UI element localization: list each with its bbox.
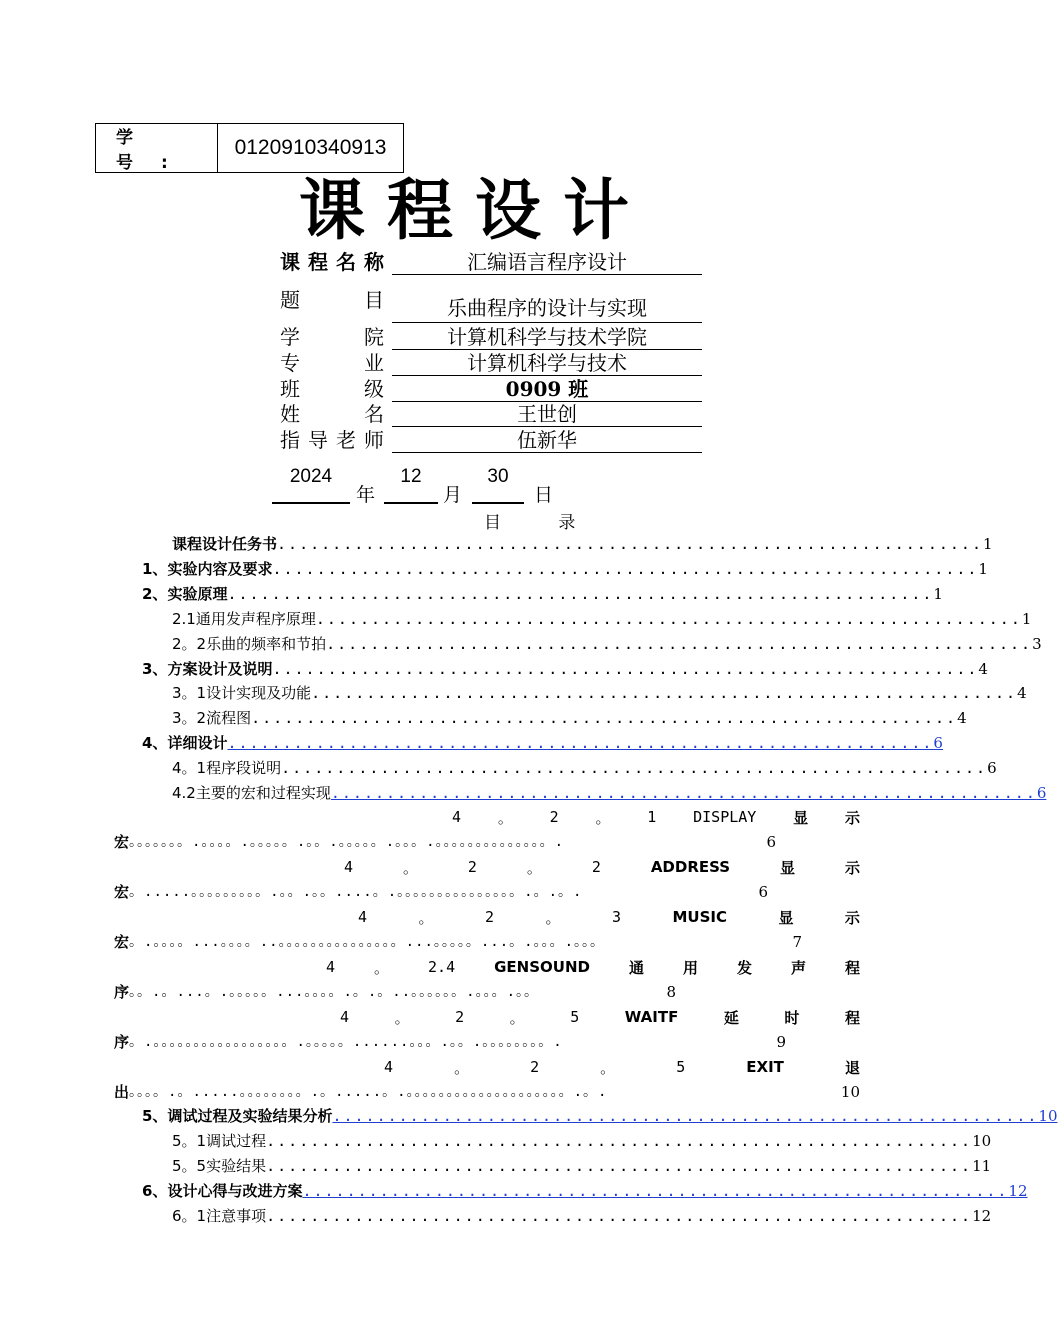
toc-page: 1 [982,535,993,553]
toc-page: 1 [1021,610,1032,628]
info-row-name [280,401,702,427]
toc-entry[interactable]: 5。5 实验结果 ................................................................ 11 [172,1154,776,1178]
info-key: 班 级 [280,377,384,401]
toc-page: 12 [972,1207,992,1225]
toc-page: 3 [1032,635,1042,653]
toc-title: 实验原理 [167,585,228,603]
toc-entry[interactable]: 1、 实验内容及要求 ................................................................ 1 [142,557,776,581]
toc-title: 流程图 [206,709,252,727]
date-month-unit: 月 [443,484,463,506]
toc-page: 10 [972,1132,992,1150]
date-month: 12 [400,466,422,487]
date-day-unit: 日 [534,484,554,506]
toc-heading: 目 录 [484,513,602,533]
student-id-value: 0120910340913 [234,136,387,159]
info-row-major [280,350,702,376]
info-value: 计算机科学与技术学院 [447,325,647,349]
toc-entry-link[interactable]: 5、 调试过程及实验结果分析 ................................................................ 10 [142,1104,776,1128]
toc-page: 6 [987,759,997,777]
toc-title: 调试过程及实验结果分析 [167,1107,333,1125]
toc-wrapped-line[interactable]: 出 。。。。.。.....。。。。。。。。.。.....。.。。。。。。。。。。。。。。。。。。。。.。. 10 [114,1083,860,1101]
toc-page: 6 [933,734,943,752]
info-value: 计算机科学与技术 [467,351,627,375]
toc-title: 注意事项 [206,1207,267,1225]
info-row-college [280,324,702,350]
toc-page: 1 [933,585,943,603]
toc-wrapped-line[interactable]: 4 。 2 。 1 DISPLAY 显 示 [452,808,860,827]
date-year: 2024 [289,466,333,487]
date-day: 30 [487,466,509,487]
toc-wrapped-line[interactable]: 4 。 2.4 GENSOUND 通 用 发 声 程 [326,958,860,977]
info-key: 题 目 [280,288,384,312]
toc-wrapped-line[interactable]: 4 。 2 。 5 EXIT 退 [384,1058,860,1077]
toc-page: 12 [1008,1182,1028,1200]
toc-page: 4 [957,709,967,727]
toc-entry[interactable]: 4。1 程序段说明 ................................................................ 6 [172,756,776,780]
toc-page: 4 [978,660,988,678]
toc-title: 通用发声程序原理 [195,610,316,628]
toc-wrapped-line[interactable]: 序 。.。。。。。。。。。。。。。。。。。.。。。。。......。。。.。。.。。。。。。。。. 9 [114,1033,786,1051]
toc-title: 实验结果 [206,1157,267,1175]
info-key: 课程名称 [280,250,384,274]
toc-title: 课程设计任务书 [172,535,278,553]
info-row-course [280,249,702,275]
toc-title: 设计心得与改进方案 [167,1182,303,1200]
toc-entry-link[interactable]: 4.2 主要的宏和过程实现 ................................................................ 6 [172,781,776,805]
info-key: 专 业 [280,351,384,375]
toc-title: 主要的宏和过程实现 [195,784,331,802]
date-year-unit: 年 [356,484,376,506]
info-value: 汇编语言程序设计 [467,250,627,274]
info-row-topic [280,287,702,323]
page-title: 课程设计 [299,171,651,249]
toc-title: 实验内容及要求 [167,560,273,578]
toc-page: 1 [978,560,988,578]
toc-wrapped-line[interactable]: 宏 。.。。。。...。。。。..。。。。。。。。。。。。。。。...。。。。。...。.。。。.。。。 7 [114,933,802,951]
toc-page: 4 [1017,684,1027,702]
toc-page: 6 [1036,784,1047,802]
toc-wrapped-line[interactable]: 序 。。.。...。.。。。。。...。。。。.。.。..。。。。。。.。。。.。。 8 [114,983,676,1001]
info-value: 伍新华 [517,428,577,452]
info-key: 姓 名 [280,402,384,426]
toc-wrapped-line[interactable]: 宏 。。。。。。。.。。。。.。。。。。.。。.。。。。。.。。。.。。。。。。。。。。。。。。. 6 [114,833,776,851]
toc-wrapped-line[interactable]: 4 。 2 。 2 ADDRESS 显 示 [344,858,860,877]
toc-wrapped-line[interactable]: 4 。 2 。 5 WAITF 延 时 程 [340,1008,860,1027]
toc-entry-link[interactable]: 6、 设计心得与改进方案 ................................................................ 12 [142,1179,776,1203]
toc-title: 方案设计及说明 [167,660,273,678]
toc-entry[interactable]: 6。1 注意事项 ................................................................ 12 [172,1204,776,1228]
toc-entry[interactable]: 2.1 通用发声程序原理 ................................................................ 1 [172,607,776,631]
info-key: 学 院 [280,325,384,349]
toc-entry[interactable]: 5。1 调试过程 ................................................................ 10 [172,1129,776,1153]
toc-wrapped-line[interactable]: 4 。 2 。 3 MUSIC 显 示 [358,908,860,927]
toc-title: 设计实现及功能 [206,684,312,702]
info-row-class [280,376,702,402]
student-id-label: 学 号: [96,124,218,172]
info-key: 指导老师 [280,428,384,452]
toc-title: 乐曲的频率和节拍 [206,635,327,653]
toc-page: 10 [1038,1107,1058,1125]
info-row-advisor [280,427,702,453]
info-value: 乐曲程序的设计与实现 [447,296,647,320]
toc-title: 详细设计 [167,734,228,752]
toc-entry-link[interactable]: 4、 详细设计 ................................................................ 6 [142,731,776,755]
info-value: 0909 班 [505,377,589,401]
toc-entry[interactable]: 2。2 乐曲的频率和节拍 ................................................................ 3 [172,632,776,656]
toc-entry[interactable]: 3。1 设计实现及功能 ................................................................ 4 [172,681,776,705]
toc-page: 11 [972,1157,992,1175]
student-id-box [95,123,404,173]
toc-wrapped-line[interactable]: 宏 。.....。。。。。。。。。.。。.。。....。.。。。。。。。。。。。。。。。.。.。. 6 [114,883,768,901]
toc-entry[interactable]: 2、 实验原理 ................................................................ 1 [142,582,776,606]
toc-entry[interactable]: 3、 方案设计及说明 ................................................................ 4 [142,657,776,681]
toc-entry[interactable]: 课程设计任务书 ................................................................ 1 [172,532,776,556]
toc-title: 程序段说明 [206,759,282,777]
info-value: 王世创 [517,402,577,426]
toc-title: 调试过程 [206,1132,267,1150]
toc-entry[interactable]: 3。2 流程图 ................................................................ 4 [172,706,776,730]
